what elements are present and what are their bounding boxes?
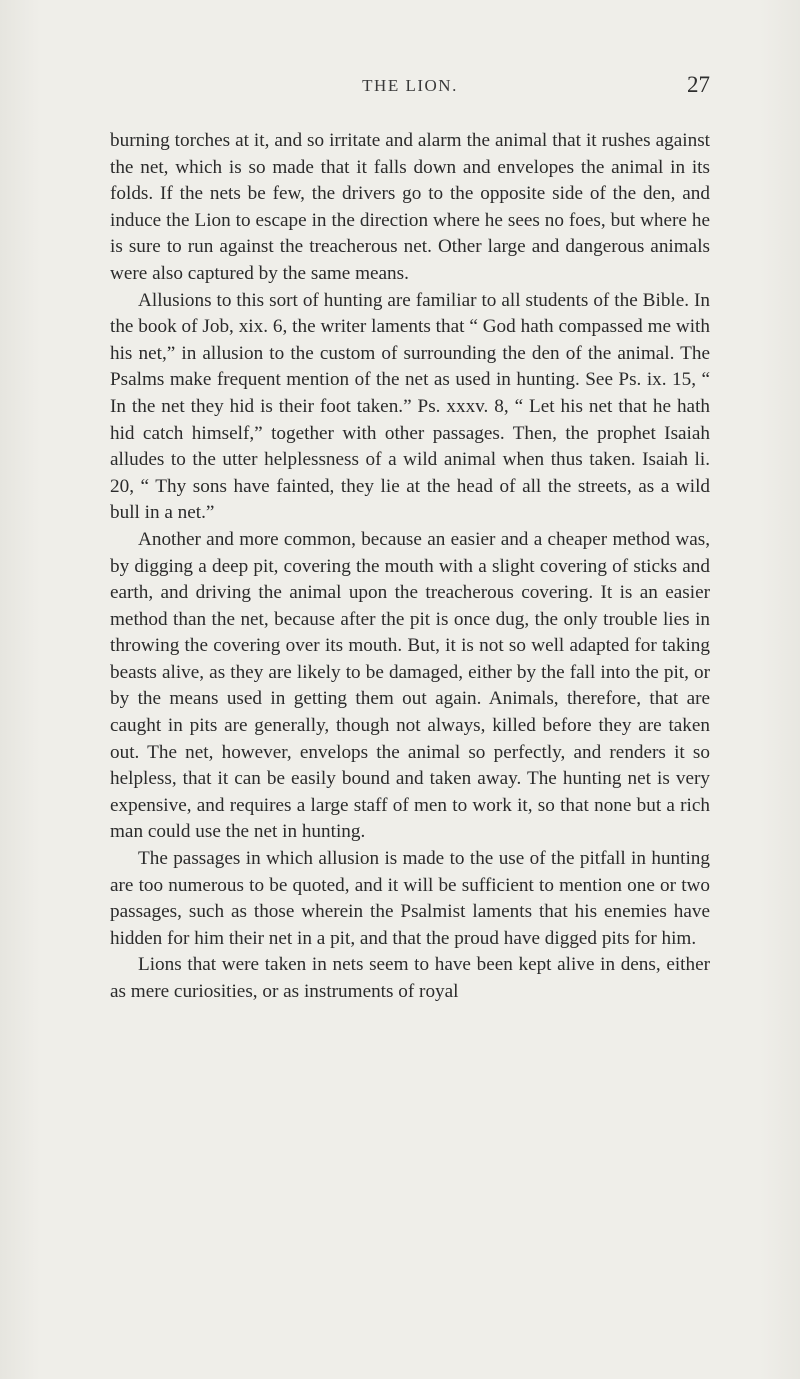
body-text [110, 128, 710, 1006]
paragraph: The passages in which allusion is made to the use of the pitfall in hunting are too numerous to be quoted, and it will be sufficient to mention one or two passages, such as those wherein the Psalmist laments that his enemies have hidden for him their net in a pit, and that the proud have digged pits for him. [110, 848, 710, 949]
paragraph: Another and more common, because an easier and a cheaper method was, by digging a deep pit, covering the mouth with a slight covering of sticks and earth, and driving the animal upon the treacherous covering. It is an easier method than the net, because after the pit is once dug, the only trouble lies in throwing the covering over its mouth. But, it is not so well adapted for taking beasts alive, as they are likely to be damaged, either by the fall into the pit, or by the means used in getting them out again. Animals, therefore, that are caught in pits are generally, though not always, killed before they are taken out. The net, however, envelops the animal so perfectly, and renders it so helpless, that it can be easily bound and taken away. The hunting net is very expensive, and requires a large staff of men to work it, so that none but a rich man could use the net in hunting. [110, 528, 710, 843]
paragraph: Allusions to this sort of hunting are familiar to all students of the Bible. In the book of Job, xix. 6, the writer laments that “ God hath compassed me with his net,” in allusion to the custom of surrounding the den of the animal. The Psalms make frequent mention of the net as used in hunting. See Ps. ix. 15, “ In the net they hid is their foot taken.” Ps. xxxv. 8, “ Let his net that he hath hid catch himself,” together with other passages. Then, the prophet Isaiah alludes to the utter helplessness of a wild animal when thus taken. Isaiah li. 20, “ Thy sons have fainted, they lie at the head of all the streets, as a wild bull in a net.” [110, 289, 710, 524]
running-head: THE LION. [362, 76, 458, 95]
page-number: 27 [687, 72, 710, 97]
paragraph: Lions that were taken in nets seem to have been kept alive in dens, either as mere curiosities, or as instruments of royal [110, 954, 710, 1002]
page-header [110, 72, 710, 102]
paragraph: burning torches at it, and so irritate and alarm the animal that it rushes against the net, which is so made that it falls down and envelopes the animal in its folds. If the nets be few, the drivers go to the opposite side of the den, and induce the Lion to escape in the direction where he sees no foes, but where he is sure to run against the treacherous net. Other large and dangerous animals were also captured by the same means. [110, 130, 710, 284]
